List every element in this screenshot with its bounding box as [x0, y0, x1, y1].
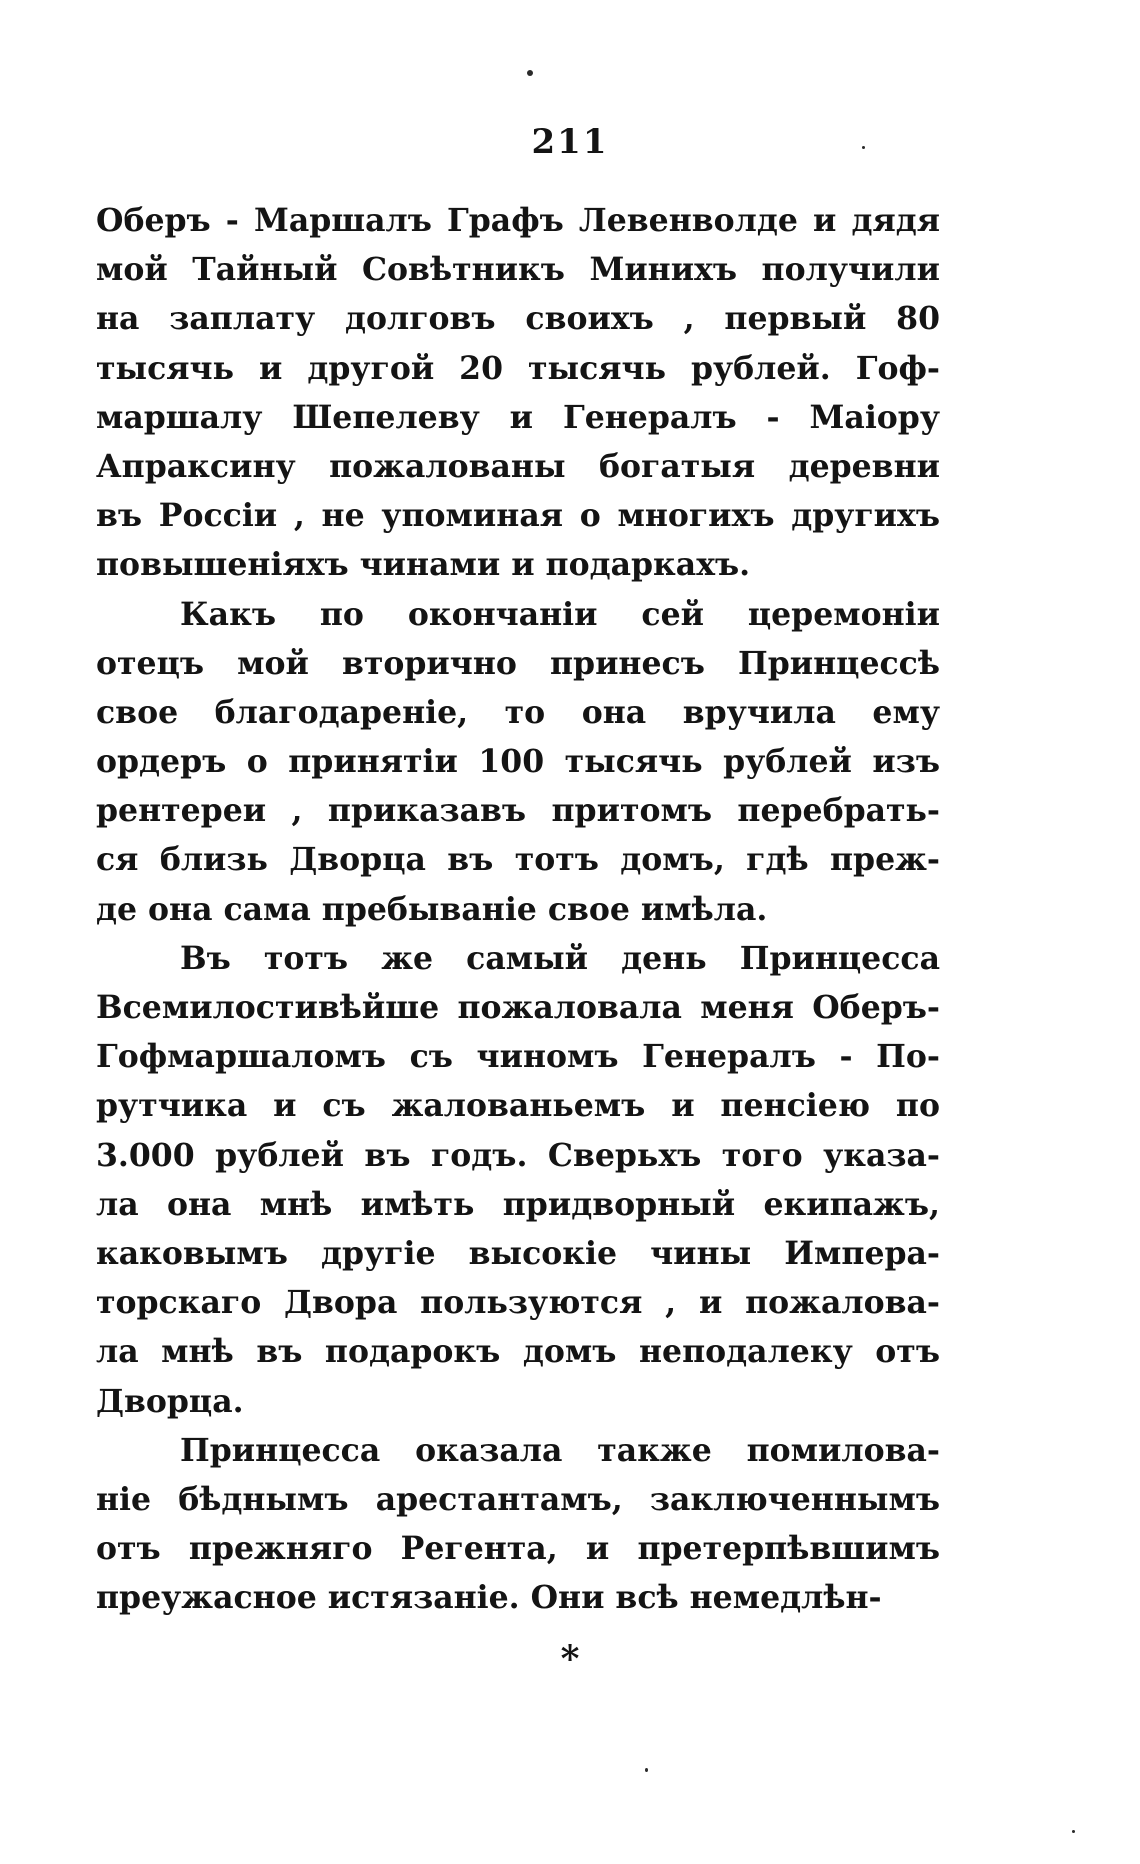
text-line: Дворца. [96, 1382, 244, 1420]
text-line: на заплату долговъ своихъ , первый 80 [96, 300, 940, 338]
text-line: ся близь Дворца въ тотъ домъ, гдѣ преж- [96, 841, 940, 879]
text-line: повышеніяхъ чинами и подаркахъ. [96, 546, 751, 584]
text-line: де она сама пребываніе свое имѣла. [96, 890, 768, 928]
text-line: ла она мнѣ имѣть придворный екипажъ, [96, 1185, 940, 1223]
text-line: свое благодареніе, то она вручила ему [96, 693, 940, 731]
text-line: Какъ по окончаніи сей церемоніи [180, 595, 940, 633]
text-line: торскаго Двора пользуются , и пожалова- [96, 1284, 940, 1322]
text-line: Оберъ - Маршалъ Графъ Левенволде и дядя [96, 202, 940, 239]
text-line: Въ тотъ же самый день Принцесса [180, 939, 940, 977]
scan-speck [645, 1768, 648, 1772]
signature-mark: * [560, 1638, 580, 1680]
text-line: преужасное истязаніе. Они всѣ немедлѣн- [96, 1579, 882, 1617]
scan-speck [527, 70, 533, 76]
text-line: Апраксину пожалованы богатыя деревни [96, 447, 940, 485]
text-line: маршалу Шепелеву и Генералъ - Маіору [96, 398, 940, 436]
paragraph [96, 590, 940, 934]
scan-speck [1072, 1830, 1075, 1833]
text-line: мой Тайный Совѣтникъ Минихъ получили [96, 251, 940, 289]
text-line: ла мнѣ въ подарокъ домъ неподалеку отъ [96, 1333, 940, 1371]
text-line: отъ прежняго Регента, и претерпѣвшимъ [96, 1530, 940, 1568]
paragraph [96, 934, 940, 1426]
text-line: Гофмаршаломъ съ чиномъ Генералъ - По- [96, 1038, 940, 1076]
paragraph [96, 196, 940, 590]
text-line: ніе бѣднымъ арестантамъ, заключеннымъ [96, 1480, 940, 1518]
scan-speck [862, 146, 865, 149]
paragraph [96, 1426, 940, 1623]
text-line: Всемилостивѣйше пожаловала меня Оберъ- [96, 989, 940, 1026]
text-line: рентереи , приказавъ притомъ перебрать- [96, 792, 940, 830]
text-line: Принцесса оказала также помилова- [180, 1431, 940, 1469]
text-line: рутчика и съ жалованьемъ и пенсіею по [96, 1087, 940, 1125]
text-line: каковымъ другіе высокіе чины Импера- [96, 1234, 940, 1272]
page-number: 211 [531, 122, 609, 162]
text-line: тысячь и другой 20 тысячь рублей. Гоф- [96, 349, 940, 387]
text-line: отецъ мой вторично принесъ Принцессѣ [96, 644, 940, 682]
text-line: въ Россіи , не упоминая о многихъ другихъ [96, 497, 940, 535]
text-line: 3.000 рублей въ годъ. Сверьхъ того указа- [96, 1136, 940, 1174]
text-line: ордеръ о принятіи 100 тысячь рублей изъ [96, 743, 940, 781]
body-text [96, 196, 940, 1622]
